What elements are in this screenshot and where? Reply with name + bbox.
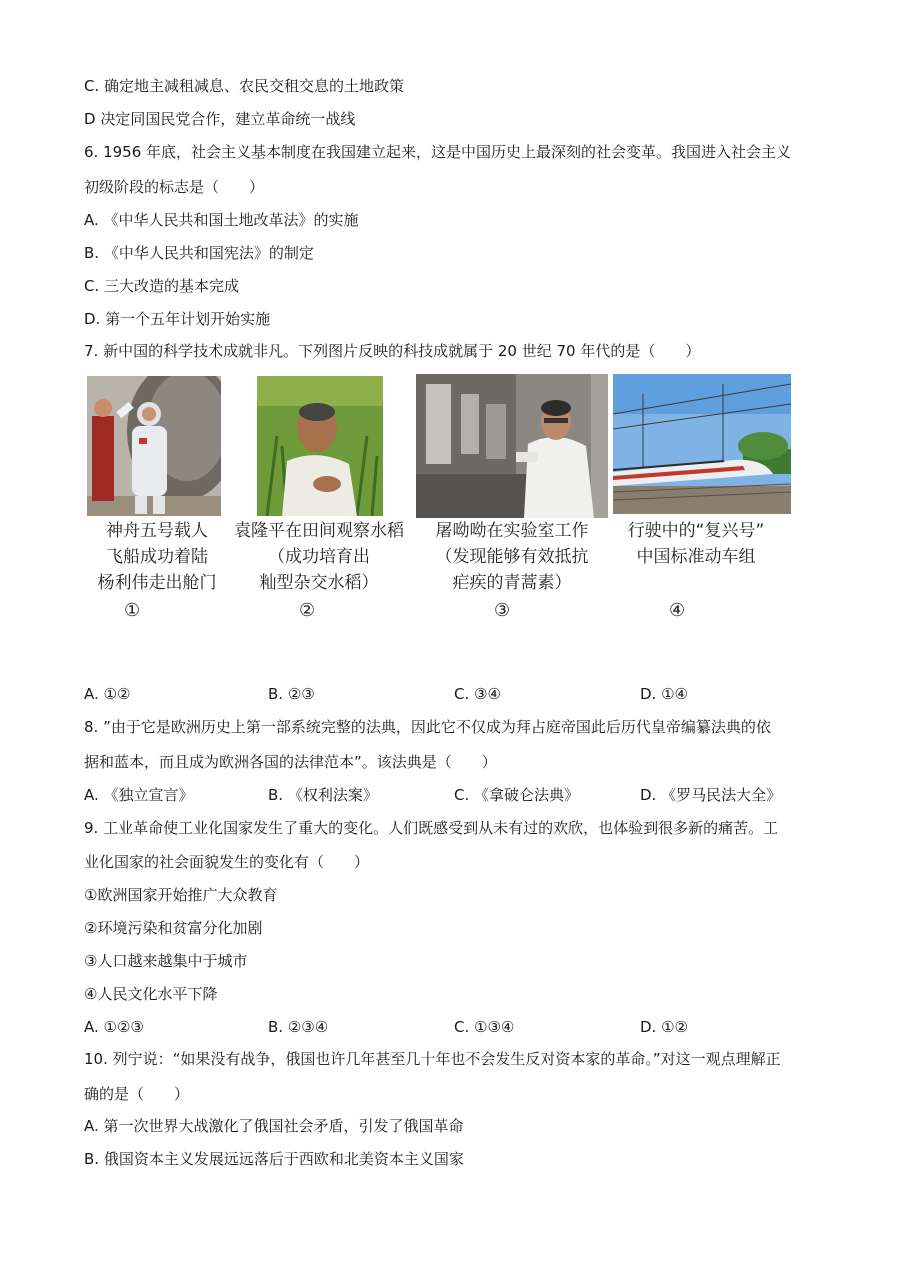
picture-number-4: ④	[669, 600, 686, 621]
q9-option-a: A. ①②③	[84, 1018, 144, 1036]
q8-option-d: D. 《罗马民法大全》	[640, 786, 782, 804]
q9-option-b: B. ②③④	[268, 1018, 329, 1036]
q6-option-a: A. 《中华人民共和国土地改革法》的实施	[84, 211, 359, 229]
q9-stem-line2: 业化国家的社会面貌发生的变化有（ ）	[84, 853, 370, 871]
q5-option-c: C. 确定地主减租减息、农民交租交息的土地政策	[84, 77, 405, 95]
q9-item-2: ②环境污染和贫富分化加剧	[84, 919, 263, 937]
shenzhou-five-photo	[87, 376, 221, 516]
q9-option-d: D. ①②	[640, 1018, 688, 1036]
q7-option-d: D. ①④	[640, 685, 688, 703]
picture-number-3: ③	[494, 600, 511, 621]
q9-item-4: ④人民文化水平下降	[84, 985, 218, 1003]
q6-stem-line1: 6. 1956 年底，社会主义基本制度在我国建立起来，这是中国历史上最深刻的社会变革。我国进入社会主义	[84, 143, 792, 161]
q8-option-a: A. 《独立宣言》	[84, 786, 194, 804]
caption-1: 神舟五号载人 飞船成功着陆 杨利伟走出舱门	[97, 521, 217, 593]
q7-option-b: B. ②③	[268, 685, 315, 703]
caption-4: 行驶中的“复兴号” 中国标准动车组	[627, 521, 765, 567]
q10-stem-line1: 10. 列宁说：“如果没有战争，俄国也许几年甚至几十年也不会发生反对资本家的革命。”对这一观点理解正	[84, 1050, 781, 1068]
q10-stem-line2: 确的是（ ）	[84, 1085, 190, 1103]
q8-stem-line1: 8. ”由于它是欧洲历史上第一部系统完整的法典，因此它不仅成为拜占庭帝国此后历代皇帝编纂法典的依	[84, 718, 771, 736]
q8-option-c: C. 《拿破仑法典》	[454, 786, 580, 804]
q5-option-d: D 决定同国民党合作，建立革命统一战线	[84, 110, 356, 128]
q6-option-b: B. 《中华人民共和国宪法》的制定	[84, 244, 314, 262]
caption-3: 屠呦呦在实验室工作 （发现能够有效抵抗 疟疾的青蒿素）	[435, 521, 589, 593]
q9-item-1: ①欧洲国家开始推广大众教育	[84, 886, 278, 904]
q10-option-a: A. 第一次世界大战激化了俄国社会矛盾，引发了俄国革命	[84, 1117, 464, 1135]
picture-number-1: ①	[124, 600, 141, 621]
q9-stem-line1: 9. 工业革命使工业化国家发生了重大的变化。人们既感受到从未有过的欢欣，也体验到很多新的痛苦。工	[84, 819, 779, 837]
picture-number-2: ②	[299, 600, 316, 621]
yuan-longping-photo	[257, 376, 383, 516]
q6-option-d: D. 第一个五年计划开始实施	[84, 310, 271, 328]
fuxing-train-photo	[613, 374, 791, 514]
q8-stem-line2: 据和蓝本，而且成为欧洲各国的法律范本”。该法典是（ ）	[84, 753, 497, 771]
q8-option-b: B. 《权利法案》	[268, 786, 378, 804]
q6-option-c: C. 三大改造的基本完成	[84, 277, 240, 295]
caption-2: 袁隆平在田间观察水稻 （成功培育出 籼型杂交水稻）	[234, 521, 404, 593]
q7-option-a: A. ①②	[84, 685, 131, 703]
q7-stem: 7. 新中国的科学技术成就非凡。下列图片反映的科技成就属于 20 世纪 70 年代的是（ ）	[84, 342, 701, 360]
q6-stem-line2: 初级阶段的标志是（ ）	[84, 178, 265, 196]
q9-option-c: C. ①③④	[454, 1018, 515, 1036]
q10-option-b: B. 俄国资本主义发展远远落后于西欧和北美资本主义国家	[84, 1150, 464, 1168]
q9-item-3: ③人口越来越集中于城市	[84, 952, 248, 970]
q7-option-c: C. ③④	[454, 685, 501, 703]
tu-youyou-photo	[416, 374, 608, 518]
